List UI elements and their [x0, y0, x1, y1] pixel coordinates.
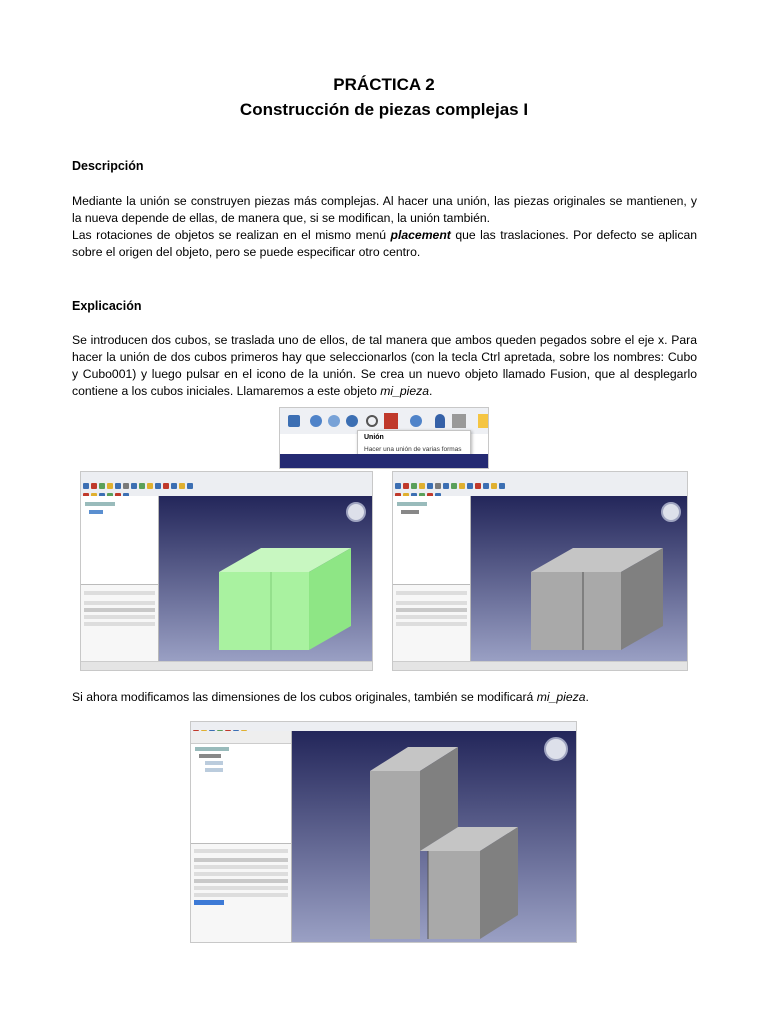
status-bar-2	[393, 661, 687, 670]
box-icon	[288, 415, 300, 427]
viewport-strip	[280, 454, 488, 468]
freecad-screenshot-modified	[190, 721, 577, 943]
cylinder-icon	[310, 415, 322, 427]
placement-term: placement	[390, 228, 451, 242]
pointer-icon	[478, 414, 488, 428]
mi-pieza-term-2: mi_pieza	[536, 690, 586, 704]
small-front-face	[428, 851, 480, 939]
l-shape	[292, 731, 577, 943]
union-item-description: Hacer una unión de varias formas	[364, 446, 462, 453]
freecad-screenshot-fused	[392, 471, 688, 671]
tree-item-fusion	[401, 510, 419, 514]
tree-item-cubo001	[205, 768, 223, 772]
gray-cubes	[471, 496, 688, 664]
3d-view-3[interactable]	[292, 731, 576, 942]
navigation-cube-icon-3[interactable]	[544, 737, 568, 761]
explicacion-heading: Explicación	[72, 299, 142, 313]
tree-item-3	[195, 747, 229, 751]
tall-front-face	[370, 771, 420, 939]
descripcion-text-1: Mediante la unión se construyen piezas más complejas. Al hacer una unión, las piezas originales se mantienen, y la nueva depende de ellas, de manera que, si se modifican, la unión también.	[72, 194, 697, 225]
mi-pieza-term: mi_pieza	[380, 384, 430, 398]
tree-item-2	[397, 502, 427, 506]
property-panel-2	[393, 584, 470, 662]
join-icon	[410, 415, 422, 427]
tree-item	[85, 502, 115, 506]
freecad-screenshot-selected	[80, 471, 373, 671]
practice-title: Construcción de piezas complejas I	[239, 100, 529, 119]
modify-text-c: .	[585, 690, 589, 704]
fused-front-face	[531, 572, 621, 650]
shape-icon	[435, 414, 445, 428]
common-icon	[366, 415, 378, 427]
cubes-front-face	[219, 572, 309, 650]
bool-icon	[384, 413, 398, 429]
cut-icon	[328, 415, 340, 427]
navigation-cube-icon-2[interactable]	[661, 502, 681, 522]
union-item-title: Unión	[364, 434, 384, 441]
explicacion-text-a: Se introducen dos cubos, se traslada uno de ellos, de tal manera que ambos queden pegados sobre el eje x. Para hacer la unión de dos cubos primeros hay que seleccionarlos (con la tecla Ctrl apretada, sobre los nombres: Cubo y Cubo001) y luego pulsar en el icono de la unión. Se crea un nuevo objeto llamado Fusion, que al desplegarlo contiene a los cubos iniciales. Llamaremos a este objeto	[72, 333, 697, 398]
tree-panel-3	[191, 731, 292, 942]
tree-panel	[81, 496, 159, 662]
freecad-toolbars-2	[393, 472, 687, 496]
practice-number: PRÁCTICA 2	[333, 75, 435, 94]
explicacion-text-c: .	[429, 384, 433, 398]
union-menu-screenshot	[279, 407, 489, 469]
tree-item-cubo	[205, 761, 223, 765]
modify-paragraph	[72, 689, 697, 706]
3d-view-2[interactable]	[471, 496, 687, 662]
status-bar	[81, 661, 372, 670]
freecad-toolbars	[81, 472, 372, 496]
compound-icon	[452, 414, 466, 428]
tree-panel-2	[393, 496, 471, 662]
tree-item-fusion-3	[199, 754, 221, 758]
property-panel-3	[191, 843, 291, 942]
navigation-cube-icon[interactable]	[346, 502, 366, 522]
property-panel	[81, 584, 158, 662]
modify-text-a: Si ahora modificamos las dimensiones de los cubos originales, también se modificará	[72, 690, 537, 704]
descripcion-text-2a: Las rotaciones de objetos se realizan en el mismo menú	[72, 228, 391, 242]
explicacion-paragraph	[72, 332, 697, 400]
descripcion-heading: Descripción	[72, 159, 144, 173]
selected-property	[194, 900, 224, 905]
freecad-toolbar-3	[191, 722, 576, 731]
green-cubes	[159, 496, 373, 664]
3d-view[interactable]	[159, 496, 372, 662]
descripcion-text-2c: que las traslaciones. Por defecto se aplican sobre el origen del objeto, pero se puede especificar otro centro.	[72, 228, 697, 259]
union-icon	[346, 415, 358, 427]
descripcion-paragraph	[72, 193, 697, 261]
tree-item-selected	[89, 510, 103, 514]
